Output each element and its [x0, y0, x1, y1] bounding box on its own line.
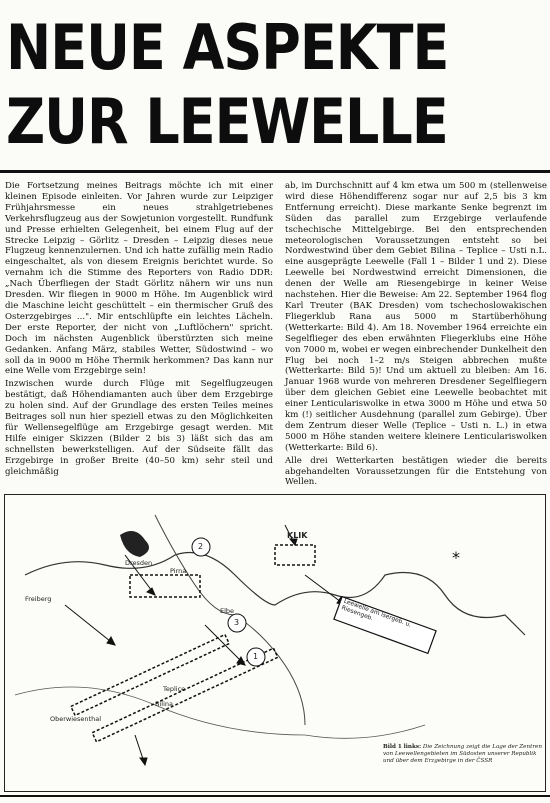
caption-text: Die Zeichnung zeigt die Lage der Zentren von Leewellengebieten im Südosten unserer Republik und über dem Erzgebirge in der ČSSR — [383, 744, 542, 765]
wave-zone-2 — [130, 575, 200, 597]
label-pirna: Pirna — [170, 567, 187, 575]
label-elbe: Elbe — [220, 607, 235, 615]
label-klik: KLIK — [287, 531, 308, 540]
zone-number-1: 1 — [253, 652, 259, 661]
paragraph: Alle drei Wetterkarten bestätigen wieder die bereits abgehandelten Voraussetzungen für die Entstehung von Wellen. — [285, 455, 547, 488]
headline-line-2: ZUR LEEWELLE — [6, 85, 448, 159]
left-column — [5, 181, 273, 479]
label-oberwiesenthal: Oberwiesenthal — [50, 715, 101, 723]
headline-line-1: NEUE ASPEKTE — [6, 11, 449, 85]
label-freiberg: Freiberg — [25, 595, 52, 603]
label-dresden: Dresden — [125, 559, 153, 567]
label-bilina: Bilina — [155, 700, 173, 708]
bottom-rule — [0, 795, 550, 797]
paragraph: Inzwischen wurde durch Flüge mit Segelflugzeugen bestätigt, daß Höhendiamanten auch über dem Erzgebirge zu holen sind. Auf der Grundlage des ersten Teiles meines Beitrages soll nun hier speziell etwas zu den Möglichkeiten für Wellensegelflüge am Erzgebirge gesagt werden. Mit Hilfe einiger Skizzen (Bilder 2 bis 3) läßt sich das am schnellsten bewerkstelligen. Auf der Südseite fällt das Erzgebirge in großer Breite (40–50 km) sehr steil und gleichmäßig — [5, 379, 273, 477]
wind-arrows — [65, 525, 345, 765]
figure-caption — [383, 744, 543, 766]
top-rule — [0, 170, 550, 173]
wave-zone-klik — [275, 545, 315, 565]
label-teplice: Teplice — [163, 685, 186, 693]
paragraph: Die Fortsetzung meines Beitrags möchte ich mit einer kleinen Episode einleiten. Vor Jahren wurde zur Leipziger Frühjahrsmesse ein neues strahlgetriebenes Verkehrsflugzeug aus der Sowjetunion vorgestellt. Rundfunk und Presse erhielten Gelegenheit, bei einem Flug auf der Strecke Leipzig – Görlitz – Dresden – Leipzig dieses neue Flugzeug kennenzulernen. Und ich hatte zufällig mein Radio eingeschaltet, als von diesem Ereignis berichtet wurde. So vernahm ich die Stimme des Reporters von Radio DDR: „Nach Überfliegen der Stadt Görlitz nähern wir uns nun Dresden. Wir fliegen in 9000 m Höhe. Im Augenblick wird die Maschine leicht geschüttelt – ein thermischer Gruß des Osterzgebirges ...". Mir entschlüpfte ein leichtes Lächeln. Der erste Reporter, der nicht von „Luftlöchern" spricht. Doch im nächsten Augenblick überstürzten sich meine Gedanken. Anfang März, stabiles Wetter, Südostwind – wo soll da in 9000 m Höhe Thermik herkommen? Das kann nur eine Welle vom Erzgebirge sein! — [5, 181, 273, 377]
dresden-area — [120, 531, 149, 557]
star-marker: * — [452, 548, 460, 567]
paragraph: ab, im Durchschnitt auf 4 km etwa um 500 m (stellenweise wird diese Höhendifferenz sogar nur auf 2,5 bis 3 km Entfernung erreicht). Diese markante Senke begrenzt im Süden das parallel zum Erzgebirge verlaufende tschechische Mittelgebirge. Bei den entsprechenden meteorologischen Voraussetzungen entsteht so bei Nordwestwind über dem Gebiet Bilina – Teplice – Usti n.L. eine ausgeprägte Leewelle (Fall 1 – Bilder 1 und 2). Diese Leewelle bei Nordwestwind erreicht Dimensionen, die denen der Welle am Riesengebirge in keiner Weise nachstehen. Hier die Beweise: Am 22. September 1964 flog Karl Treuter (BAK Dresden) vom tschechoslowakischen Fliegerklub Rana aus 5000 m Startüberhöhung (Wetterkarte: Bild 4). Am 18. November 1964 erreichte ein Segelflieger des eben erwähnten Fliegerklubs eine Höhe von 7000 m, wobei er wegen einbrechender Dunkelheit den Flug bei noch 1–2 m/s Steigen abbrechen mußte (Wetterkarte: Bild 5)! Und um aktuell zu bleiben: Am 16. Januar 1968 wurde von mehreren Dresdener Segelfliegern über dem gleichen Gebiet eine Leewelle beobachtet mit einer Lenticulariswolke in etwa 3000 m Höhe und etwa 50 km (!) seitlicher Ausdehnung (parallel zum Gebirge). Über dem Zentrum dieser Welle (Teplice – Usti n. L.) in etwa 5000 m Höhe standen weitere kleinere Lenticulariswolken (Wetterkarte: Bild 6). — [285, 181, 547, 453]
zone-number-3: 3 — [234, 618, 240, 627]
caption-lead: Bild 1 links: — [383, 744, 422, 750]
zone-number-2: 2 — [198, 542, 204, 551]
right-column — [285, 181, 547, 490]
terrain-line — [15, 687, 425, 738]
label-leewelle-box: Leewelle am Isergeb. u. Riesengeb. — [340, 597, 413, 629]
